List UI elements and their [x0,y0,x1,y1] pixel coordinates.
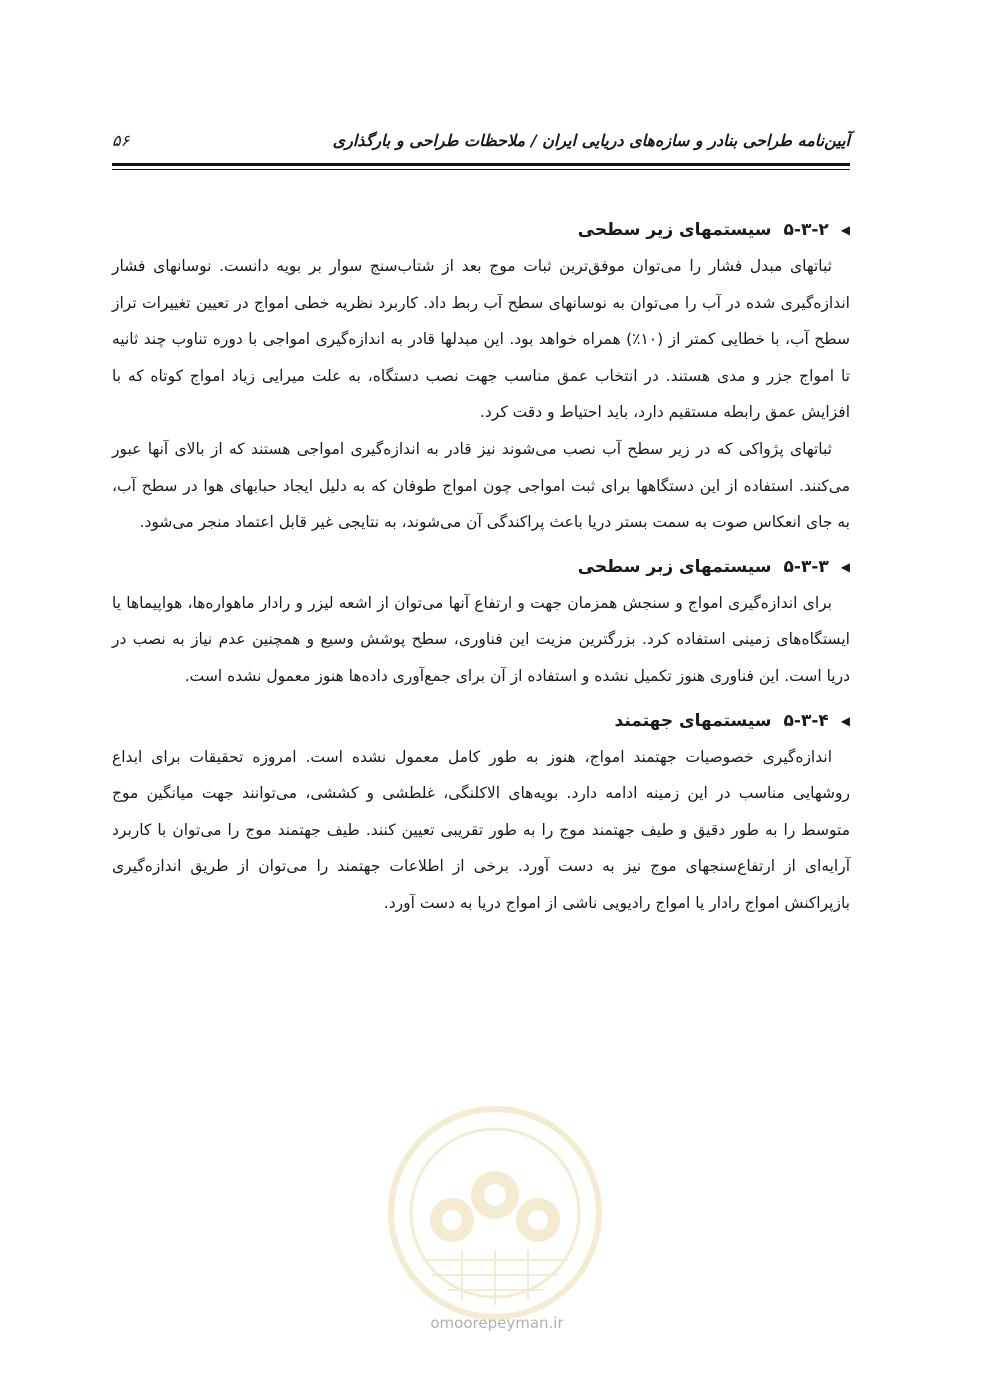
watermark-logo-icon [382,1100,608,1326]
paragraph: ثباتهای پژواکی که در زیر سطح آب نصب می‌شوند نیز قادر به اندازه‌گیری امواجی هستند که از بالای آنها عبور می‌کنند. استفاده از این دستگاهها برای ثبت امواجی چون امواج طوفان که به دلیل ایجاد حبابهای هوا در سطح آب، به جای انعکاس صوت به سمت بستر دریا باعث پراکندگی آن می‌شوند، به نتایجی غیر قابل اعتماد منجر می‌شود. [112,439,850,532]
section-number: ۵-۳-۴ [783,710,829,731]
section-title: سیستمهای زبر سطحی [577,556,772,577]
section-title: سیستمهای جهتمند [614,710,772,731]
page-content [112,212,850,922]
section-5-3-2 [112,212,850,541]
header-rule-thick [112,163,850,166]
section-title: سیستمهای زیر سطحی [577,220,772,240]
triangle-bullet-icon: ◀ [840,223,850,237]
paragraph: ثباتهای مبدل فشار را می‌توان موفق‌ترین ثبات موج بعد از شتاب‌سنج سوار بر بویه دانست. نوسانهای فشار اندازه‌گیری شده در آب را می‌توان به نوسانهای سطح آب ربط داد. کاربرد نظریه خطی امواج در تعیین تغییرات تراز سطح آب، با خطایی کمتر از (۱۰٪) همراه خواهد بود. این مبدلها قادر به اندازه‌گیری امواجی با دوره تناوب چند ثانیه تا امواج جزر و مدی هستند. در انتخاب عمق مناسب جهت نصب دستگاه، به علت میرایی زیاد امواج کوتاه که با افزایش عمق رابطه مستقیم دارد، باید احتیاط و دقت کرد. [112,257,850,422]
header-title: آیین‌نامه طراحی بنادر و سازه‌های دریایی ایران / ملاحظات طراحی و بارگذاری [332,130,850,150]
triangle-bullet-icon: ◀ [840,713,850,728]
triangle-bullet-icon: ◀ [840,559,850,574]
watermark-site: omoorepeyman.ir [430,1314,564,1332]
section-number: ۵-۳-۳ [783,556,829,577]
header-rule-thin [112,169,850,170]
paragraph: برای اندازه‌گیری امواج و سنجش همزمان جهت و ارتفاع آنها می‌توان از اشعه لیزر و رادار ماهواره‌ها، هواپیماها یا ایستگاه‌های زمینی استفاده کرد. بزرگترین مزیت این فناوری، سطح پوشش وسیع و همچنین عدم نیاز به نصب در دریا است. این فناوری هنوز تکمیل نشده و استفاده از آن برای جمع‌آوری داده‌ها هنوز معمول نشده است. [112,593,850,685]
section-5-3-3 [112,549,850,695]
section-number: ۵-۳-۲ [783,220,829,240]
section-heading [112,703,850,739]
section-heading [112,549,850,585]
page-number: ۵۶ [112,130,130,150]
running-header [112,128,850,152]
paragraph: اندازه‌گیری خصوصیات جهتمند امواج، هنوز به طور کامل معمول نشده است. امروزه تحقیقات برای ابداع روشهایی مناسب در این زمینه ادامه دارد. بویه‌های الاکلنگی، غلطشی و کششی، می‌توانند جهت میانگین موج متوسط را به طور دقیق و طیف جهتمند موج را به طور تقریبی تعیین کنند. طیف جهتمند موج را می‌توان با کاربرد آرایه‌ای از ارتفاع‌سنجهای موج نیز به دست آورد. برخی از اطلاعات جهتمند را می‌توان از طریق اندازه‌گیری بازپراکنش امواج رادار یا امواج رادیویی ناشی از امواج دریا به دست آورد. [112,747,850,912]
section-heading [112,212,850,248]
section-5-3-4 [112,703,850,922]
